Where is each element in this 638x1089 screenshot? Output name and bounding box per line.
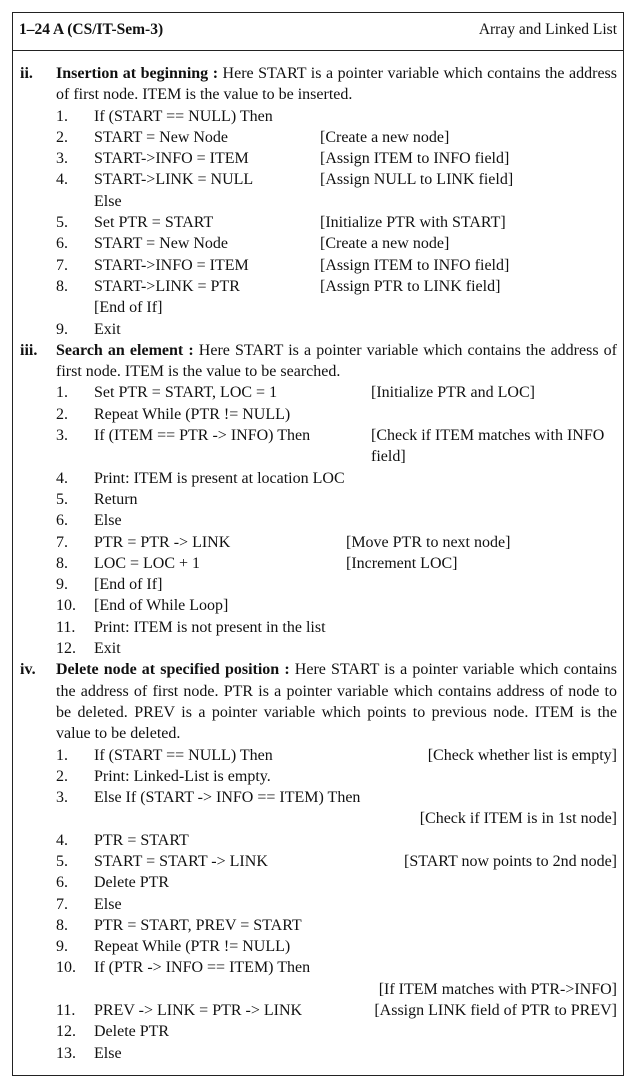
step-code: If (START == NULL) Then bbox=[94, 107, 273, 125]
step-code: Repeat While (PTR != NULL) bbox=[94, 405, 291, 423]
step-line bbox=[13, 1000, 623, 1021]
step-code: If (START == NULL) Then bbox=[94, 746, 273, 764]
step-code: [End of If] bbox=[94, 299, 163, 317]
step-line bbox=[13, 894, 623, 915]
step-code: PTR = START bbox=[94, 831, 189, 849]
step-number: 4. bbox=[56, 831, 68, 849]
content bbox=[13, 63, 623, 1064]
step-number: 1. bbox=[56, 384, 68, 402]
step-comment: [Check whether list is empty] bbox=[427, 746, 617, 764]
section-title: Search an element : bbox=[56, 341, 194, 359]
step-number: 5. bbox=[56, 214, 68, 232]
step-line bbox=[13, 191, 623, 212]
step-number: 7. bbox=[56, 533, 68, 551]
step-number: 4. bbox=[56, 469, 68, 487]
section-text: Here START is a pointer variable which contains the address of first node. ITEM is the value to be searched. bbox=[56, 341, 617, 381]
step-code: START = New Node bbox=[94, 128, 229, 146]
section-iii bbox=[13, 340, 623, 659]
step-line bbox=[13, 297, 623, 318]
step-comment: [Create a new node] bbox=[320, 235, 450, 253]
step-line bbox=[13, 787, 623, 830]
step-code: PREV -> LINK = PTR -> LINK bbox=[94, 1002, 303, 1020]
step-line bbox=[13, 106, 623, 127]
step-line bbox=[13, 382, 623, 403]
step-code: Else If (START -> INFO == ITEM) Then bbox=[94, 789, 361, 807]
step-code: Set PTR = START, LOC = 1 bbox=[94, 384, 278, 402]
step-number: 7. bbox=[56, 256, 68, 274]
step-line bbox=[13, 851, 623, 872]
section-text: Here START is a pointer variable which contains the address of first node. PTR is a pointer variable which contains address of node to be deleted. PREV is a pointer variable which points to previous node. ITEM is the value to be deleted. bbox=[56, 661, 617, 743]
step-comment: [Assign ITEM to INFO field] bbox=[320, 150, 510, 168]
step-code: Return bbox=[94, 490, 138, 508]
step-line bbox=[13, 255, 623, 276]
section-intro bbox=[56, 63, 617, 106]
step-code: Print: ITEM is present at location LOC bbox=[94, 469, 345, 487]
step-comment: [Initialize PTR and LOC] bbox=[371, 384, 535, 402]
step-number: 9. bbox=[56, 938, 68, 956]
step-number: 4. bbox=[56, 171, 68, 189]
step-comment: [Move PTR to next node] bbox=[346, 533, 511, 551]
step-number: 2. bbox=[56, 128, 68, 146]
step-number: 11. bbox=[56, 1002, 76, 1020]
step-number: 9. bbox=[56, 576, 68, 594]
section-title: Insertion at beginning : bbox=[56, 65, 219, 82]
step-comment: [Assign NULL to LINK field] bbox=[320, 171, 514, 189]
step-number: 12. bbox=[56, 1023, 76, 1041]
section-title: Delete node at specified position : bbox=[56, 661, 290, 679]
step-line bbox=[13, 127, 623, 148]
section-iv bbox=[13, 659, 623, 1064]
section-intro bbox=[56, 659, 617, 744]
step-comment: [Assign ITEM to INFO field] bbox=[320, 256, 510, 274]
step-line bbox=[13, 638, 623, 659]
step-code: Delete PTR bbox=[94, 874, 170, 892]
step-code: START->LINK = NULL bbox=[94, 171, 254, 189]
step-code: START->INFO = ITEM bbox=[94, 256, 249, 274]
step-line bbox=[13, 1043, 623, 1064]
step-line bbox=[13, 212, 623, 233]
step-number: 10. bbox=[56, 959, 76, 977]
step-comment: [If ITEM matches with PTR->INFO] bbox=[378, 980, 617, 998]
step-code: Delete PTR bbox=[94, 1023, 170, 1041]
step-code: Else bbox=[94, 895, 122, 913]
step-line bbox=[13, 830, 623, 851]
step-line bbox=[13, 617, 623, 638]
step-number: 10. bbox=[56, 597, 76, 615]
step-number: 9. bbox=[56, 320, 68, 338]
section-number: ii. bbox=[20, 65, 33, 82]
step-number: 3. bbox=[56, 789, 68, 807]
step-line bbox=[13, 766, 623, 787]
step-line bbox=[13, 574, 623, 595]
step-line bbox=[13, 404, 623, 425]
step-line bbox=[13, 468, 623, 489]
step-number: 8. bbox=[56, 277, 68, 295]
step-code: Print: Linked-List is empty. bbox=[94, 767, 271, 785]
step-comment: [Check if ITEM is in 1st node] bbox=[419, 810, 617, 828]
step-number: 3. bbox=[56, 427, 68, 445]
step-line bbox=[13, 510, 623, 531]
step-code: Exit bbox=[94, 320, 121, 338]
step-code: LOC = LOC + 1 bbox=[94, 554, 201, 572]
step-comment: [START now points to 2nd node] bbox=[403, 852, 617, 870]
step-code: PTR = PTR -> LINK bbox=[94, 533, 231, 551]
step-code: START->LINK = PTR bbox=[94, 277, 240, 295]
step-number: 11. bbox=[56, 618, 76, 636]
step-code: Else bbox=[94, 192, 122, 210]
step-line bbox=[13, 148, 623, 169]
section-intro bbox=[56, 340, 617, 383]
step-number: 1. bbox=[56, 746, 68, 764]
step-code: START = START -> LINK bbox=[94, 852, 268, 870]
step-comment: [Initialize PTR with START] bbox=[320, 214, 506, 232]
step-line bbox=[13, 319, 623, 340]
step-line bbox=[13, 425, 623, 468]
step-comment: [Increment LOC] bbox=[346, 554, 458, 572]
step-line bbox=[13, 1021, 623, 1042]
step-number: 13. bbox=[56, 1044, 76, 1062]
page-frame bbox=[12, 12, 624, 1076]
step-code: If (PTR -> INFO == ITEM) Then bbox=[94, 959, 311, 977]
step-number: 2. bbox=[56, 767, 68, 785]
step-number: 8. bbox=[56, 554, 68, 572]
step-line bbox=[13, 872, 623, 893]
step-code: Print: ITEM is not present in the list bbox=[94, 618, 326, 636]
step-comment: [Assign LINK field of PTR to PREV] bbox=[374, 1002, 617, 1020]
step-number: 2. bbox=[56, 405, 68, 423]
step-code: PTR = START, PREV = START bbox=[94, 916, 302, 934]
step-line bbox=[13, 595, 623, 616]
header-divider bbox=[13, 50, 623, 51]
step-number: 1. bbox=[56, 107, 68, 125]
step-comment: [Check if ITEM matches with INFO field] bbox=[371, 427, 605, 466]
step-code: START = New Node bbox=[94, 235, 229, 253]
step-comment: [Assign PTR to LINK field] bbox=[320, 277, 501, 295]
section-number: iii. bbox=[20, 341, 38, 359]
step-comment: [Create a new node] bbox=[320, 128, 450, 146]
step-number: 6. bbox=[56, 512, 68, 530]
step-line bbox=[13, 745, 623, 766]
step-code: Else bbox=[94, 1044, 122, 1062]
step-line bbox=[13, 936, 623, 957]
section-ii bbox=[13, 63, 623, 340]
step-number: 3. bbox=[56, 150, 68, 168]
step-line bbox=[13, 489, 623, 510]
step-code: [End of While Loop] bbox=[94, 597, 229, 615]
step-number: 6. bbox=[56, 874, 68, 892]
step-code: START->INFO = ITEM bbox=[94, 150, 249, 168]
step-number: 6. bbox=[56, 235, 68, 253]
step-code: Repeat While (PTR != NULL) bbox=[94, 938, 291, 956]
section-text: Here START is a pointer variable which contains the address of first node. ITEM is the value to be inserted. bbox=[56, 65, 618, 104]
step-line bbox=[13, 169, 623, 190]
step-code: Else bbox=[94, 512, 122, 530]
step-code: Set PTR = START bbox=[94, 214, 214, 232]
step-line bbox=[13, 233, 623, 254]
step-number: 8. bbox=[56, 916, 68, 934]
step-number: 5. bbox=[56, 852, 68, 870]
header-right: Array and Linked List bbox=[478, 21, 617, 38]
step-line bbox=[13, 957, 623, 1000]
step-line bbox=[13, 915, 623, 936]
step-line bbox=[13, 532, 623, 553]
step-code: [End of If] bbox=[94, 576, 163, 594]
page-header bbox=[19, 21, 617, 43]
header-left: 1–24 A (CS/IT-Sem-3) bbox=[19, 21, 164, 38]
step-number: 5. bbox=[56, 490, 68, 508]
step-line bbox=[13, 553, 623, 574]
step-number: 12. bbox=[56, 640, 76, 658]
section-number: iv. bbox=[20, 661, 36, 679]
step-line bbox=[13, 276, 623, 297]
step-code: Exit bbox=[94, 640, 121, 658]
step-number: 7. bbox=[56, 895, 68, 913]
step-code: If (ITEM == PTR -> INFO) Then bbox=[94, 427, 311, 445]
